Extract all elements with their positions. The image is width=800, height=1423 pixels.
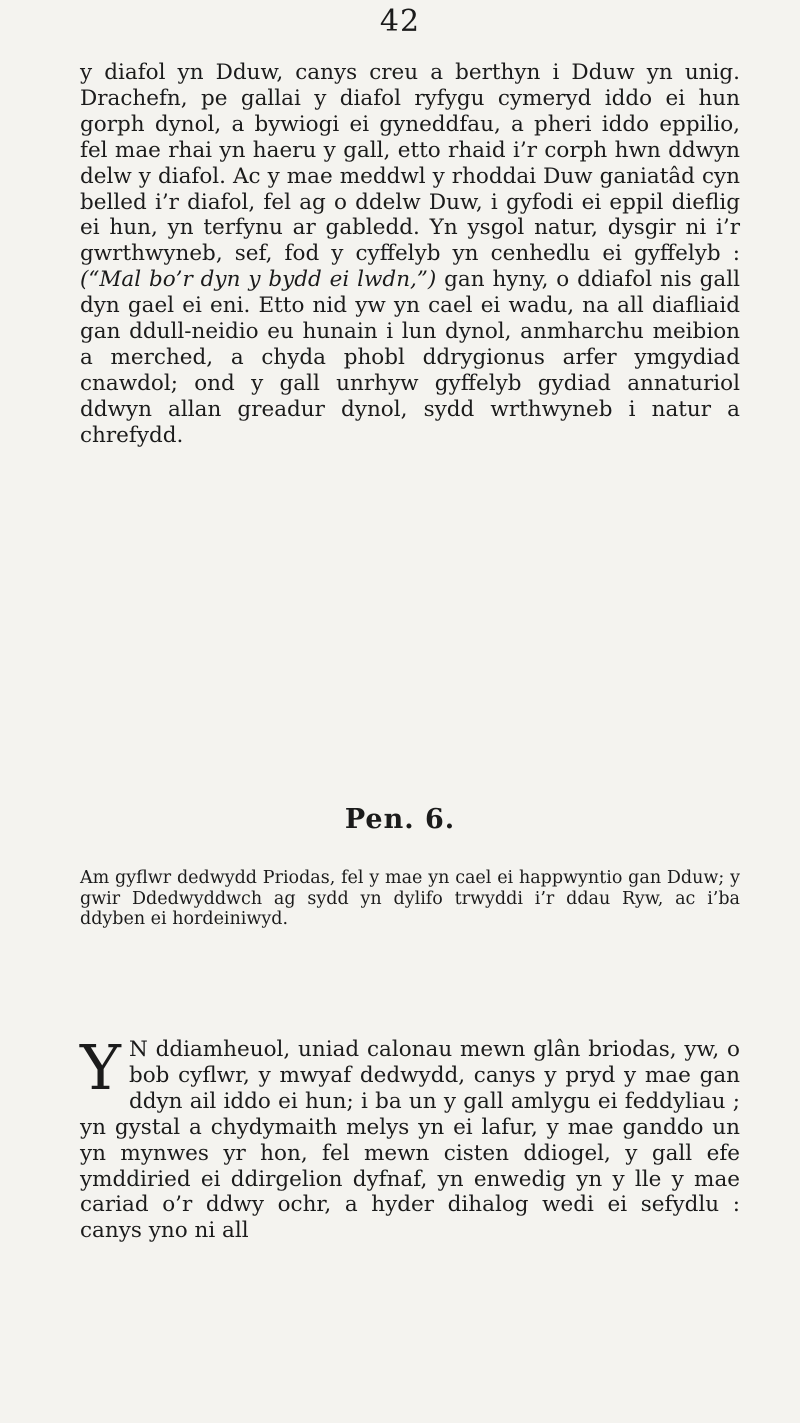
first-word: N [128, 1037, 148, 1062]
chapter-summary [80, 868, 740, 930]
chapter-heading: Pen. 6. [344, 804, 456, 835]
paragraph-body-end: gan hyny, o ddiafol nis gall dyn gael ei eni. Etto nid yw yn cael ei wadu, na all diafliaid gan ddull-neidio eu hunain i lun dynol, anmharchu meibion a merched, a chyda phobl ddrygionus arfer ymgydiad cnawdol; ond y gall unrhyw gyffelyb gydiad annaturiol ddwyn allan greadur dynol, sydd wrthwyneb i natur a chrefydd. [80, 267, 740, 448]
paragraph-text [80, 60, 740, 449]
page-number: 42 [379, 4, 421, 39]
paragraph-continued [80, 60, 740, 449]
chapter-paragraph-text [80, 1031, 740, 1244]
chapter-paragraph [80, 1031, 740, 1244]
inline-quote: (“Mal bo’r dyn y bydd ei lwdn,”) [80, 267, 437, 293]
paragraph-body: y diafol yn Dduw, canys creu a berthyn i Dduw yn unig. Drachefn, pe gallai y diafol ryfygu cymeryd iddo ei hun gorph dynol, a bywiogi ei gyneddfau, a pheri iddo eppilio, fel mae rhai yn haeru y gall, etto rhaid i’r corph hwn ddwyn delw y diafol. Ac y mae meddwl y rhoddai Duw ganiatâd cyn belled i’r diafol, fel ag o ddelw Duw, i gyfodi ei eppil dieflig ei hun, yn terfynu ar gabledd. Yn ysgol natur, dysgir ni i’r gwrthwyneb, sef, fod y cyffelyb yn cenhedlu ei gyffelyb : [80, 60, 740, 267]
chapter-summary-text: Am gyflwr dedwydd Priodas, fel y mae yn cael ei happwyntio gan Dduw; y gwir Ddedwyddwch ag sydd yn dylifo trwyddi i’r ddau Ryw, ac i’ba ddyben ei hordeiniwyd. [80, 868, 740, 930]
drop-cap: Y [80, 1031, 121, 1104]
chapter-paragraph-body: ddiamheuol, uniad calonau mewn glân briodas, yw, o bob cyflwr, y mwyaf dedwydd, canys y pryd y mae gan ddyn ail iddo ei hun; i ba un y gall amlygu ei feddyliau ; yn gystal a chydymaith melys yn ei lafur, y mae ganddo un yn mynwes yr hon, fel mewn cisten ddiogel, y gall efe ymddiried ei ddirgelion dyfnaf, yn enwedig yn y lle y mae cariad o’r ddwy ochr, a hyder dihalog wedi ei sefydlu : canys yno ni all [80, 1037, 740, 1244]
